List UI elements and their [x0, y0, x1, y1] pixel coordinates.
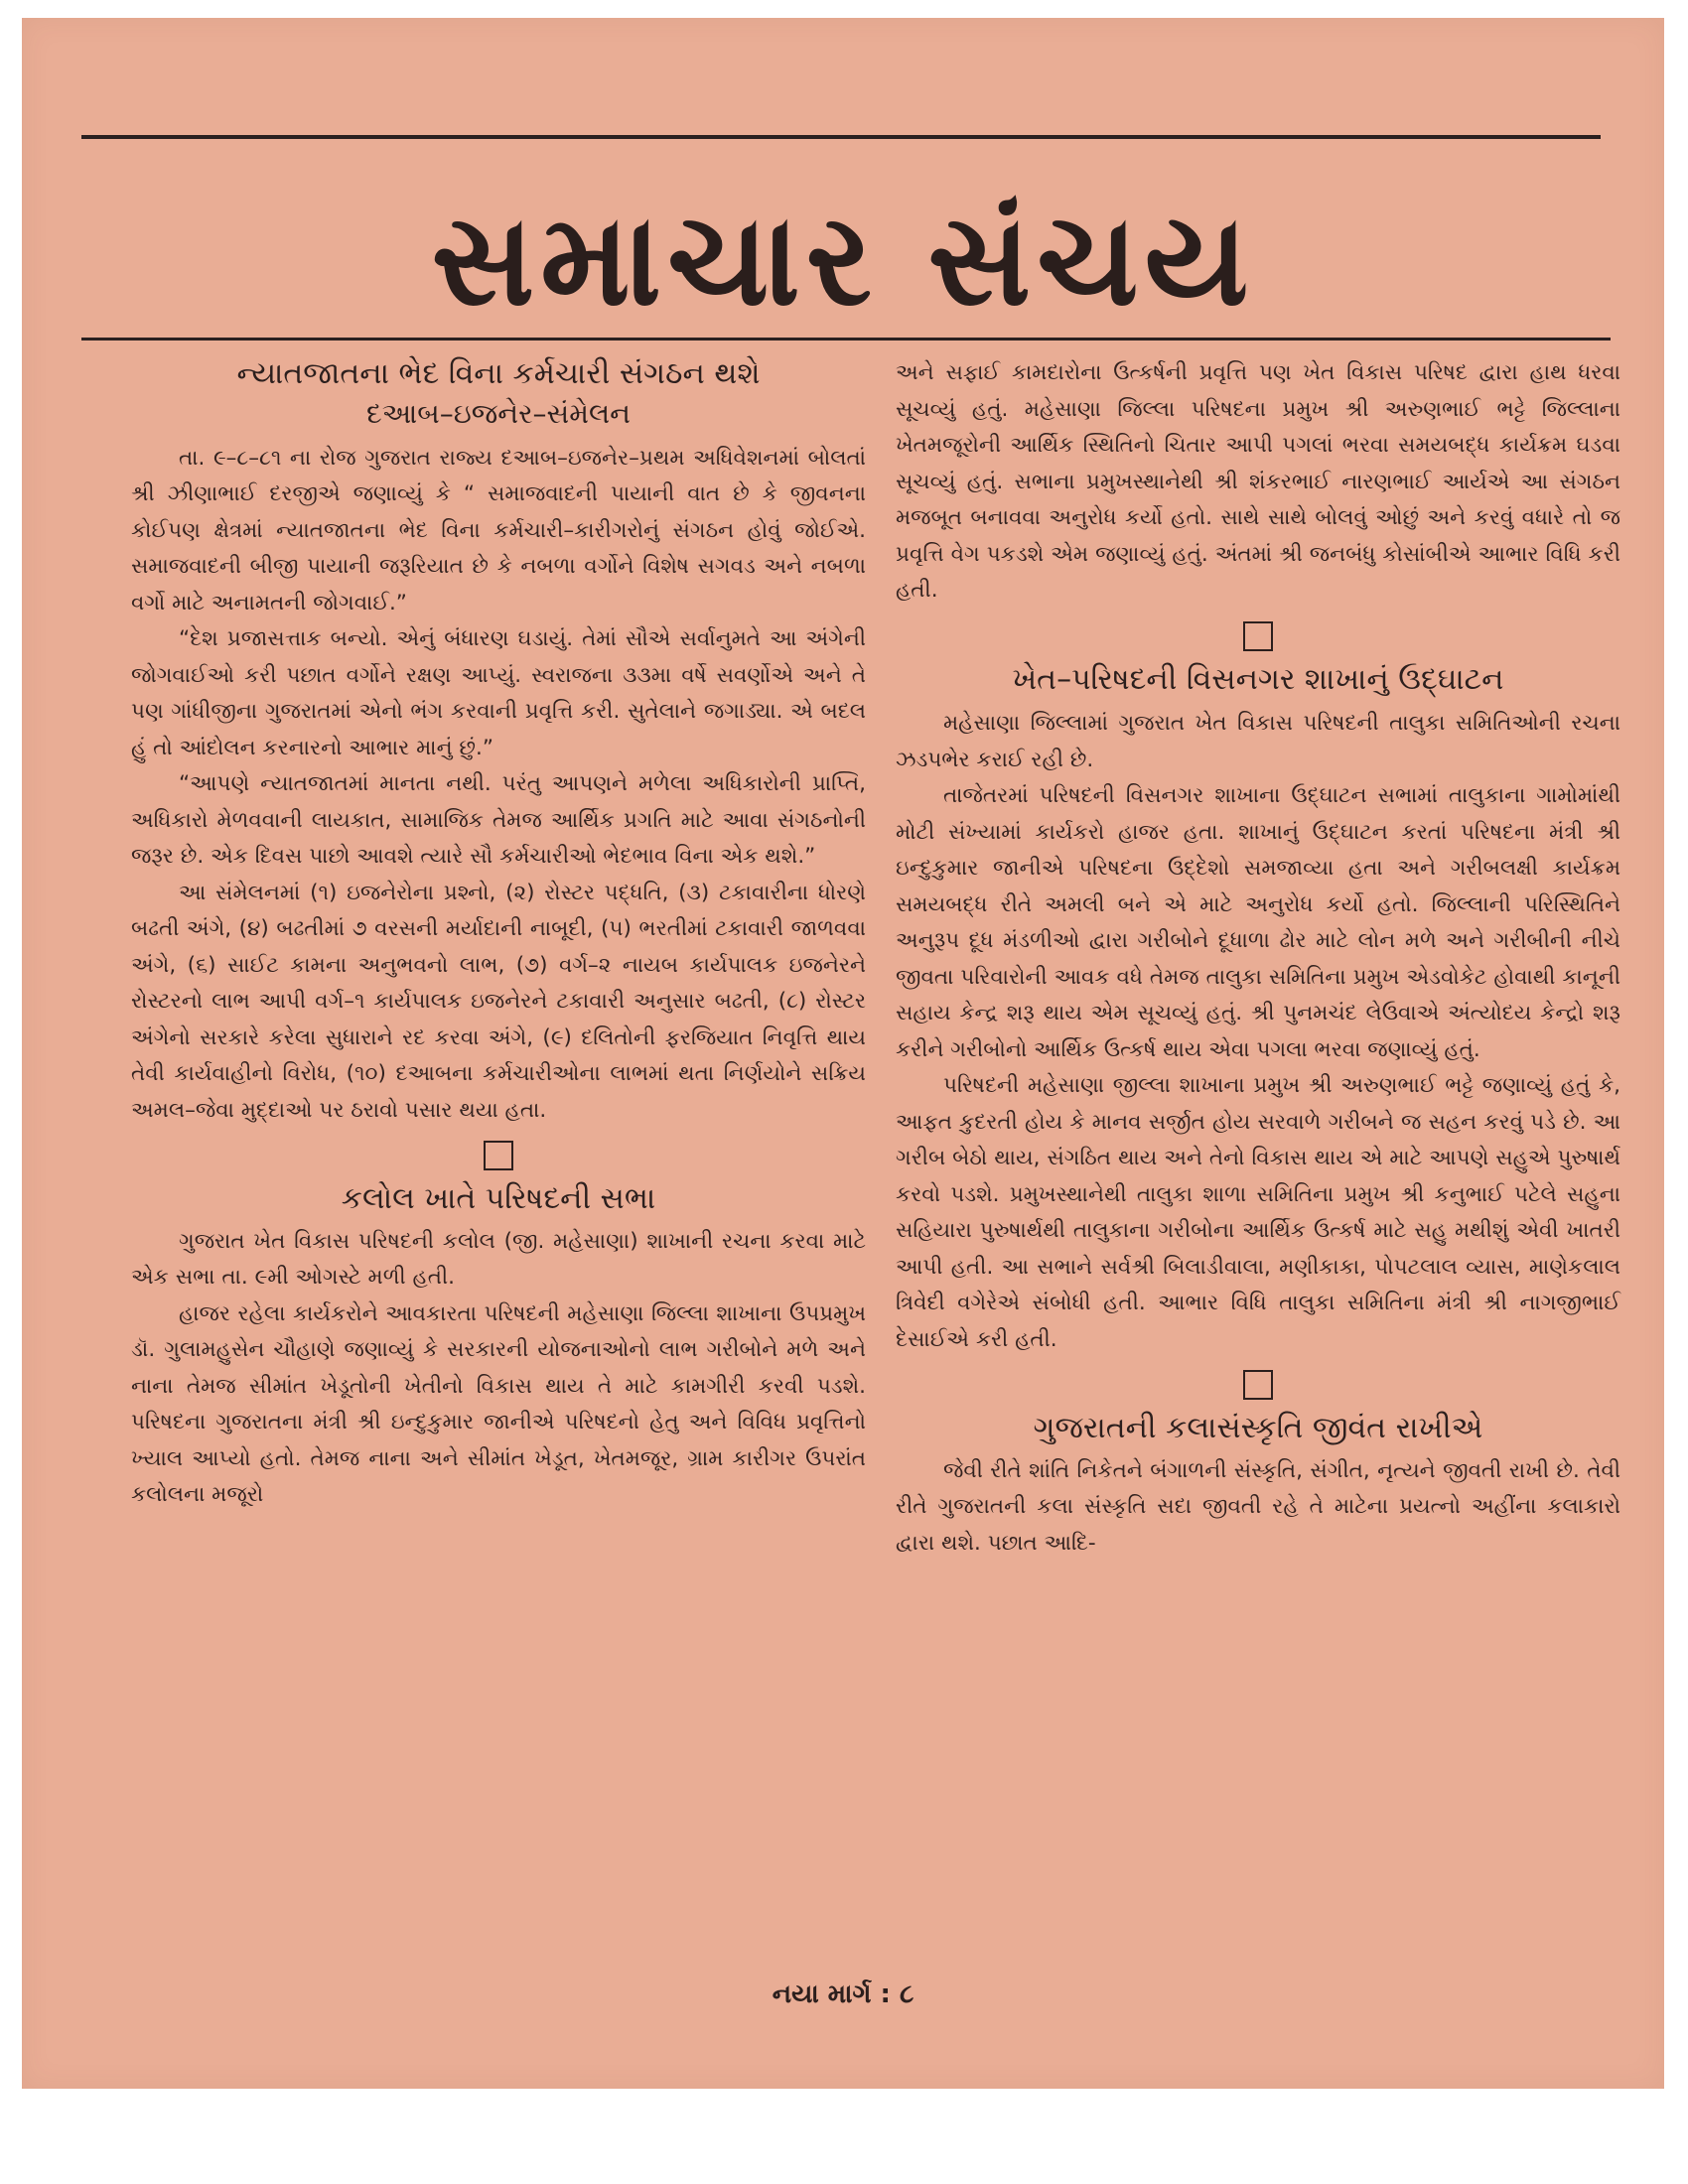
newspaper-page [22, 18, 1664, 2089]
article-paragraph: તાજેતરમાં પરિષદની વિસનગર શાખાના ઉદ્ઘાટન સભામાં તાલુકાના ગામોમાંથી મોટી સંખ્યામાં કાર્યકરો હાજર હતા. શાખાનું ઉદ્ઘાટન કરતાં પરિષદના મંત્રી શ્રી ઇન્દુકુમાર જાનીએ પરિષદના ઉદ્દેશો સમજાવ્યા હતા અને ગરીબલક્ષી કાર્યક્રમ સમયબદ્ધ રીતે અમલી બને એ માટે અનુરોધ કર્યો હતો. જિલ્લાની પરિસ્થિતિને અનુરૂપ દૂધ મંડળીઓ દ્વારા ગરીબોને દૂધાળા ઢોર માટે લોન મળે અને ગરીબીની નીચે જીવતા પરિવારોની આવક વધે તેમજ તાલુકા સમિતિના પ્રમુખ એડવોકેટ હોવાથી કાનૂની સહાય કેન્દ્ર શરૂ થાય એમ સૂચવ્યું હતું. શ્રી પુનમચંદ લેઉવાએ અંત્યોદય કેન્દ્રો શરૂ કરીને ગરીબોનો આર્થિક ઉત્કર્ષ થાય એવા પગલા ભરવા જણાવ્યું હતું. [896, 783, 1620, 1062]
article-paragraph: “દેશ પ્રજાસત્તાક બન્યો. એનું બંધારણ ઘડાયું. તેમાં સૌએ સર્વાનુમતે આ અંગેની જોગવાઈઓ કરી પછાત વર્ગોને રક્ષણ આપ્યું. સ્વરાજના ૩૩મા વર્ષે સવર્ણોએ અને તે પણ ગાંધીજીના ગુજરાતમાં એનો ભંગ કરવાની પ્રવૃત્તિ કરી. સુતેલાને જગાડ્યા. એ બદલ હું તો આંદોલન કરનારનો આભાર માનું છું.” [131, 626, 866, 760]
masthead-top-rule [81, 135, 1601, 139]
article-subheadline: દઆબ–ઇજનેર–સંમેલન [365, 396, 632, 430]
masthead-title: સમાચાર સંચય [431, 187, 1255, 335]
article-paragraph: ગુજરાત ખેત વિકાસ પરિષદની કલોલ (જી. મહેસાણા) શાખાની રચના કરવા માટે એક સભા તા. ૯મી ઓગસ્ટે મળી હતી. [131, 1228, 866, 1290]
article-headline: ન્યાતજાતના ભેદ વિના કર્મચારી સંગઠન થશે [236, 356, 761, 391]
article-paragraph: જેવી રીતે શાંતિ નિકેતને બંગાળની સંસ્કૃતિ, સંગીત, નૃત્યને જીવતી રાખી છે. તેવી રીતે ગુજરાતની કલા સંસ્કૃતિ સદા જીવતી રહે તે માટેના પ્રયત્નો અહીંના કલાકારો દ્વારા થશે. પછાત આદિ- [896, 1457, 1620, 1556]
right-column [896, 355, 1620, 1562]
article-headline: કલોલ ખાતે પરિષદની સભા [341, 1181, 656, 1216]
page-footer-label: નયા માર્ગ : ૮ [772, 1979, 914, 2009]
continued-paragraph: અને સફાઈ કામદારોના ઉત્કર્ષની પ્રવૃત્તિ પણ ખેત વિકાસ પરિષદ દ્વારા હાથ ધરવા સૂચવ્યું હતું. મહેસાણા જિલ્લા પરિષદના પ્રમુખ શ્રી અરુણભાઈ ભટ્ટે જિલ્લાના ખેતમજૂરોની આર્થિક સ્થિતિનો ચિતાર આપી પગલાં ભરવા સમયબદ્ધ કાર્યક્રમ ઘડવા સૂચવ્યું હતું. સભાના પ્રમુખસ્થાનેથી શ્રી શંકરભાઈ નારણભાઈ આર્યએ આ સંગઠન મજબૂત બનાવવા અનુરોધ કર્યો હતો. સાથે સાથે બોલવું ઓછું અને કરવું વધારે તો જ પ્રવૃત્તિ વેગ પકડશે એમ જણાવ્યું હતું. અંતમાં શ્રી જનબંધુ કોસાંબીએ આભાર વિધિ કરી હતી. [896, 360, 1620, 603]
article-paragraph: “આપણે ન્યાતજાતમાં માનતા નથી. પરંતુ આપણને મળેલા અધિકારોની પ્રાપ્તિ, અધિકારો મેળવવાની લાયકાત, સામાજિક તેમજ આર્થિક પ્રગતિ માટે આવા સંગઠનોની જરૂર છે. એક દિવસ પાછો આવશે ત્યારે સૌ કર્મચારીઓ ભેદભાવ વિના એક થશે.” [131, 771, 866, 869]
section-separator-box [1243, 1370, 1273, 1400]
section-separator-box [1243, 621, 1273, 651]
article-paragraph: તા. ૯–૮–૮૧ ના રોજ ગુજરાત રાજ્ય દઆબ–ઇજનેર–પ્રથમ અધિવેશનમાં બોલતાં શ્રી ઝીણાભાઈ દરજીએ જણાવ્યું કે “ સમાજવાદની પાયાની વાત છે કે જીવનના કોઈપણ ક્ષેત્રમાં ન્યાતજાતના ભેદ વિના કર્મચારી–કારીગરોનું સંગઠન હોવું જોઈએ. સમાજવાદની બીજી પાયાની જરૂરિયાત છે કે નબળા વર્ગોને વિશેષ સગવડ અને નબળા વર્ગો માટે અનામતની જોગવાઈ.” [131, 445, 866, 615]
article-paragraph: આ સંમેલનમાં (૧) ઇજનેરોના પ્રશ્નો, (૨) રોસ્ટર પદ્ધતિ, (૩) ટકાવારીના ધોરણે બઢતી અંગે, (૪) બઢતીમાં ૭ વરસની મર્યાદાની નાબૂદી, (૫) ભરતીમાં ટકાવારી જાળવવા અંગે, (૬) સાઈટ કામના અનુભવનો લાભ, (૭) વર્ગ–૨ નાયબ કાર્યપાલક ઇજનેરને રોસ્ટરનો લાભ આપી વર્ગ–૧ કાર્યપાલક ઇજનેરને ટકાવારી અનુસાર બઢતી, (૮) રોસ્ટર અંગેનો સરકારે કરેલા સુધારાને રદ કરવા અંગે, (૯) દલિતોની ફરજિયાત નિવૃત્તિ થાય તેવી કાર્યવાહીનો વિરોધ, (૧૦) દઆબના કર્મચારીઓના લાભમાં થતા નિર્ણયોને સક્રિય અમલ–જેવા મુદ્દાઓ પર ઠરાવો પસાર થયા હતા. [131, 880, 866, 1123]
article-paragraph: હાજર રહેલા કાર્યકરોને આવકારતા પરિષદની મહેસાણા જિલ્લા શાખાના ઉપપ્રમુખ ડૉ. ગુલામહુસેન ચૌહાણે જણાવ્યું કે સરકારની યોજનાઓનો લાભ ગરીબોને મળે અને નાના તેમજ સીમાંત ખેડૂતોની ખેતીનો વિકાસ થાય તે માટે કામગીરી કરવી પડશે. પરિષદના ગુજરાતના મંત્રી શ્રી ઇન્દુકુમાર જાનીએ પરિષદનો હેતુ અને વિવિધ પ્રવૃત્તિનો ખ્યાલ આપ્યો હતો. તેમજ નાના અને સીમાંત ખેડૂત, ખેતમજૂર, ગ્રામ કારીગર ઉપરાંત કલોલના મજૂરો [131, 1300, 866, 1507]
masthead-bottom-rule [81, 338, 1611, 341]
article-paragraph: મહેસાણા જિલ્લામાં ગુજરાત ખેત વિકાસ પરિષદની તાલુકા સમિતિઓની રચના ઝડપભેર કરાઈ રહી છે. [896, 711, 1620, 772]
article-paragraph: પરિષદની મહેસાણા જીલ્લા શાખાના પ્રમુખ શ્રી અરુણભાઈ ભટ્ટે જણાવ્યું હતું કે, આફત કુદરતી હોય કે માનવ સર્જીત હોય સરવાળે ગરીબને જ સહન કરવું પડે છે. આ ગરીબ બેઠો થાય, સંગઠિત થાય અને તેનો વિકાસ થાય એ માટે આપણે સહુએ પુરુષાર્થ કરવો પડશે. પ્રમુખસ્થાનેથી તાલુકા શાળા સમિતિના પ્રમુખ શ્રી કનુભાઈ પટેલે સહુના સહિયારા પુરુષાર્થથી તાલુકાના ગરીબોના આર્થિક ઉત્કર્ષ માટે સહુ મથીશું એવી ખાતરી આપી હતી. આ સભાને સર્વશ્રી બિલાડીવાલા, મણીકાકા, પોપટલાલ વ્યાસ, માણેકલાલ ત્રિવેદી વગેરેએ સંબોધી હતી. આભાર વિધિ તાલુકા સમિતિના મંત્રી શ્રી નાગજીભાઈ દેસાઈએ કરી હતી. [896, 1073, 1620, 1352]
left-column [131, 355, 866, 1514]
section-separator-box [484, 1141, 513, 1170]
article-headline: ગુજરાતની કલાસંસ્કૃતિ જીવંત રાખીએ [1033, 1411, 1483, 1445]
article-headline: ખેત–પરિષદની વિસનગર શાખાનું ઉદ્ઘાટન [1012, 661, 1504, 697]
